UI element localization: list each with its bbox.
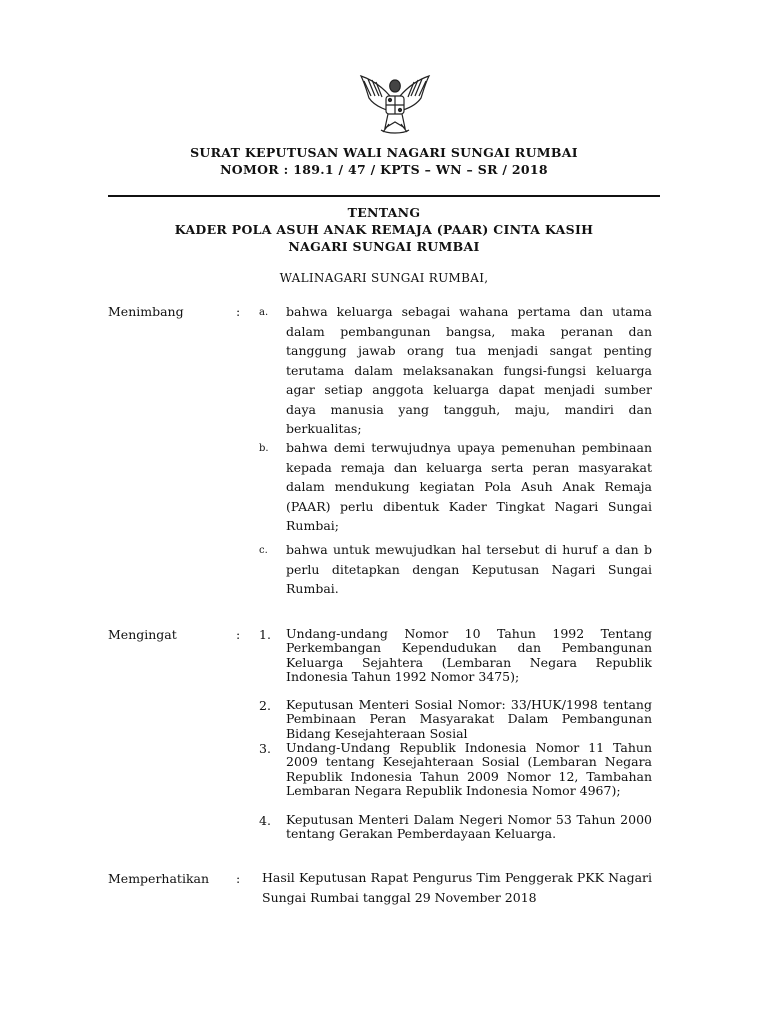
subject-line-2: NAGARI SUNGAI RUMBAI [288, 239, 480, 254]
menimbang-item-a: bahwa keluarga sebagai wahana pertama dan utama dalam pembangunan bangsa, maka peranan dan tanggung jawab orang tua menjadi sangat penting terutama dalam melaksanakan fungsi-fungsi keluarga agar setiap anggota keluarga dapat menjadi sumber daya manusia yang tangguh, maju, mandiri dan berkualitas; [286, 304, 652, 436]
header-divider [108, 195, 660, 197]
tentang-heading: TENTANG [347, 205, 421, 220]
menimbang-item-b: bahwa demi terwujudnya upaya pemenuhan pembinaan kepada remaja dan keluarga serta peran masyarakat dalam mendukung kegiatan Pola Asuh Anak Remaja (PAAR) perlu dibentuk Kader Tingkat Nagari Sungai Rumbai; [286, 440, 652, 533]
authority-line: WALINAGARI SUNGAI RUMBAI, [279, 271, 489, 285]
menimbang-item-c: bahwa untuk mewujudkan hal tersebut di huruf a dan b perlu ditetapkan dengan Keputusan Nagari Sungai Rumbai. [286, 542, 652, 596]
menimbang-mark-c: c. [259, 545, 268, 556]
garuda-emblem-icon [355, 66, 435, 146]
mengingat-num-2: 2. [259, 698, 271, 713]
mengingat-num-1: 1. [259, 627, 271, 642]
menimbang-colon: : [236, 304, 241, 319]
memperhatikan-label: Memperhatikan [108, 871, 210, 886]
decree-number: NOMOR : 189.1 / 47 / KPTS – WN – SR / 2018 [220, 162, 548, 177]
mengingat-item-3: Undang-Undang Republik Indonesia Nomor 11 Tahun 2009 tentang Kesejahteraan Sosial (Lembaran Negara Republik Indonesia Tahun 2009 Nomor 12, Tambahan Lembaran Negara Republik Indonesia Nomor 4967); [286, 740, 652, 798]
mengingat-item-1: Undang-undang Nomor 10 Tahun 1992 Tentang Perkembangan Kependudukan dan Pembangunan Keluarga Sejahtera (Lembaran Negara Republik Indonesia Tahun 1992 Nomor 3475); [286, 626, 652, 684]
menimbang-mark-b: b. [259, 443, 269, 454]
menimbang-label: Menimbang [108, 304, 184, 319]
memperhatikan-colon: : [236, 871, 241, 886]
mengingat-colon: : [236, 627, 241, 642]
mengingat-num-3: 3. [259, 741, 271, 756]
menimbang-mark-a: a. [259, 307, 269, 318]
mengingat-item-2: Keputusan Menteri Sosial Nomor: 33/HUK/1998 tentang Pembinaan Peran Masyarakat Dalam Pembangunan Bidang Kesejahteraan Sosial [286, 697, 652, 741]
mengingat-item-4: Keputusan Menteri Dalam Negeri Nomor 53 Tahun 2000 tentang Gerakan Pemberdayaan Keluarga. [286, 812, 652, 842]
mengingat-num-4: 4. [259, 813, 271, 828]
memperhatikan-text: Hasil Keputusan Rapat Pengurus Tim Penggerak PKK Nagari Sungai Rumbai tanggal 29 November 2018 [262, 870, 652, 905]
subject-line-1: KADER POLA ASUH ANAK REMAJA (PAAR) CINTA KASIH [174, 222, 594, 237]
mengingat-label: Mengingat [108, 627, 177, 642]
decree-title: SURAT KEPUTUSAN WALI NAGARI SUNGAI RUMBAI [190, 145, 578, 160]
